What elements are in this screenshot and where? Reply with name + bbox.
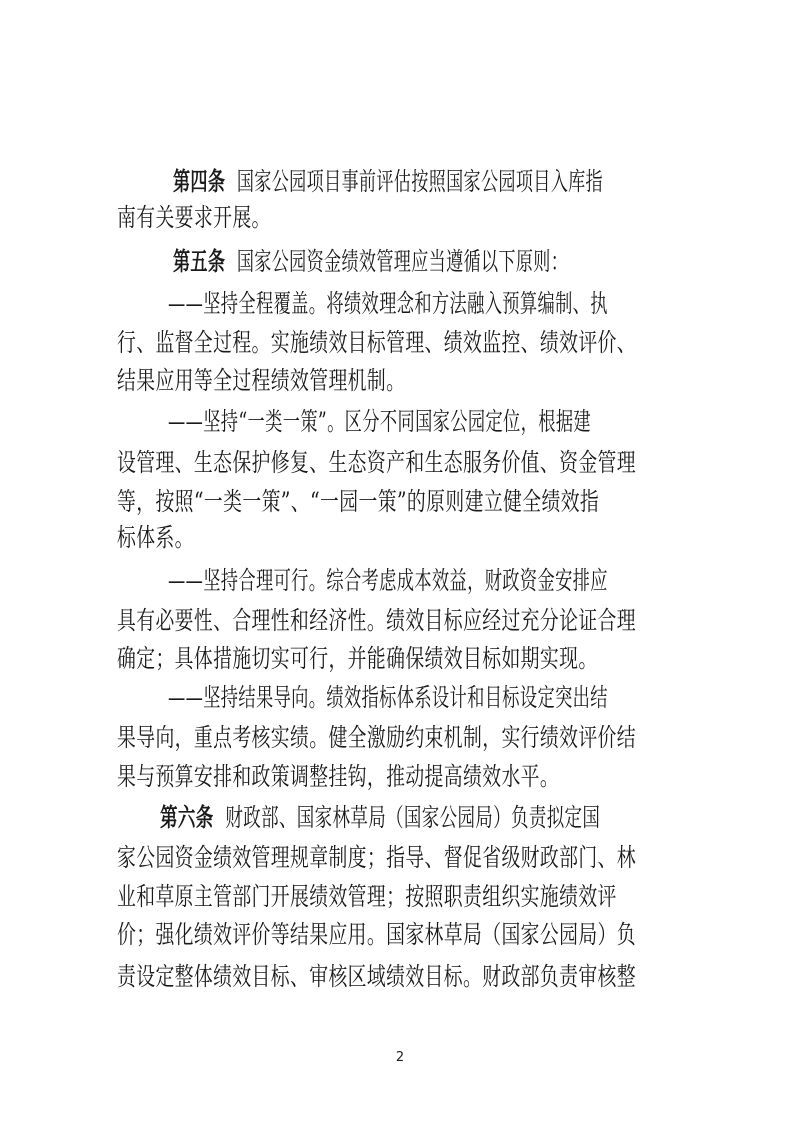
article4-text-2: 南有关要求开展。 (117, 203, 271, 232)
article6-line-5 (29, 960, 720, 994)
article6-line-3 (29, 880, 720, 914)
principle4-line-3 (29, 760, 720, 794)
principle4-text-3: 果与预算安排和政策调整挂钩，推动提高绩效水平。 (117, 762, 560, 791)
principle1-text-2: 行、监督全过程。实施绩效目标管理、绩效监控、绩效评价、 (117, 328, 637, 357)
article6-text-3: 业和草原主管部门开展绩效管理；按照职责组织实施绩效评 (117, 882, 617, 911)
principle2-line-3 (29, 485, 720, 519)
article6-line-2 (29, 841, 720, 875)
principle3-text-2: 具有必要性、合理性和经济性。绩效目标应经过充分论证合理 (117, 606, 637, 635)
page-number: 2 (395, 1050, 405, 1065)
article5-intro: 国家公园资金绩效管理应当遵循以下原则： (236, 247, 569, 276)
article6-line-4 (29, 918, 720, 952)
principle2-line-4 (29, 521, 720, 555)
principle1-line-1 (52, 287, 720, 321)
article6-text-2: 家公园资金绩效管理规章制度；指导、督促省级财政部门、林 (117, 843, 637, 872)
principle4-line-2 (29, 721, 720, 755)
article6-line-1 (48, 801, 720, 835)
principle2-text-1: ——坚持“一类一策”。区分不同国家公园定位，根据建 (168, 407, 592, 436)
principle2-text-4: 标体系。 (117, 523, 194, 552)
article6-heading: 第六条 (160, 803, 214, 832)
article5-line-intro (55, 245, 720, 279)
article4-text-1: 国家公园项目事前评估按照国家公园项目入库指 (236, 167, 604, 196)
principle2-line-2 (29, 446, 720, 480)
principle3-line-1 (52, 564, 720, 598)
principle1-line-2 (29, 326, 720, 360)
article6-text-4: 价；强化绩效评价等结果应用。国家林草局（国家公园局）负 (117, 920, 637, 949)
article4-line-2 (29, 201, 720, 235)
principle3-line-2 (29, 604, 720, 638)
article6-text-5: 责设定整体绩效目标、审核区域绩效目标。财政部负责审核整 (117, 962, 637, 991)
principle4-text-1: ——坚持结果导向。绩效指标体系设计和目标设定突出结 (168, 683, 608, 712)
principle2-text-3: 等，按照“一类一策”、“一园一策”的原则建立健全绩效指 (117, 487, 600, 516)
principle1-line-3 (29, 364, 720, 398)
article6-text-1: 财政部、国家林草局（国家公园局）负责拟定国 (225, 803, 601, 832)
principle1-text-1: ——坚持全程覆盖。将绩效理念和方法融入预算编制、执 (168, 289, 608, 318)
principle3-text-3: 确定；具体措施切实可行，并能确保绩效目标如期实现。 (117, 644, 598, 673)
principle3-line-3 (29, 642, 720, 676)
principle4-line-1 (52, 681, 720, 715)
principle2-text-2: 设管理、生态保护修复、生态资产和生态服务价值、资金管理 (117, 448, 637, 477)
principle2-line-1 (52, 405, 720, 439)
principle1-text-3: 结果应用等全过程绩效管理机制。 (117, 366, 406, 395)
article5-heading: 第五条 (173, 247, 226, 276)
article4-line-1 (55, 165, 720, 199)
article4-heading: 第四条 (173, 167, 226, 196)
principle4-text-2: 果导向，重点考核实绩。健全激励约束机制，实行绩效评价结 (117, 723, 637, 752)
principle3-text-1: ——坚持合理可行。综合考虑成本效益，财政资金安排应 (168, 566, 608, 595)
